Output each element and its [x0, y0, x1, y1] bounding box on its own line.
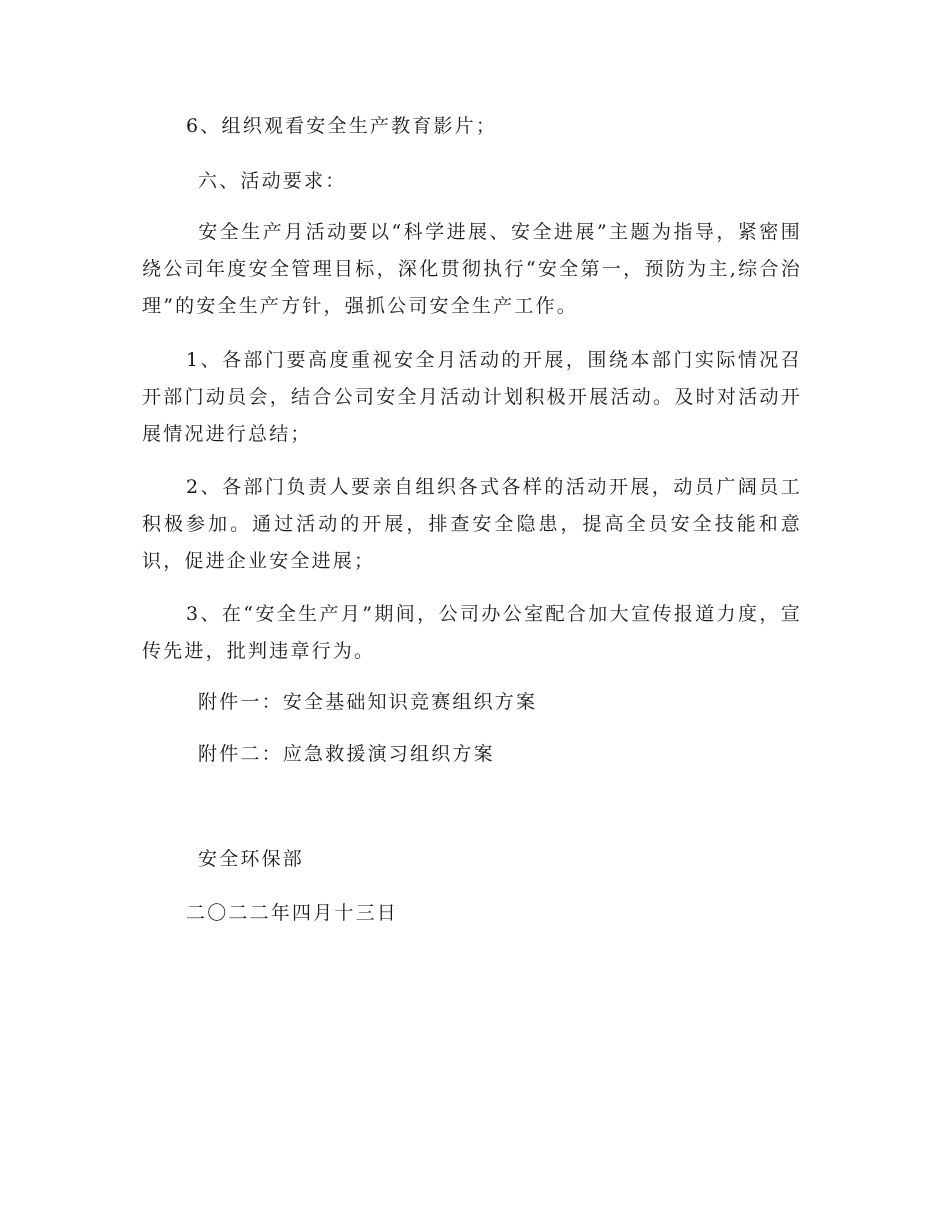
section-heading: 六、活动要求：	[198, 170, 347, 192]
list-item-6: 6、组织观看安全生产教育影片；	[186, 115, 498, 137]
attachment-2: 附件二：应急救援演习组织方案	[198, 743, 495, 765]
signature-date: 二〇二二年四月十三日	[186, 902, 399, 924]
requirement-2	[142, 469, 802, 580]
signature-department: 安全环保部	[198, 848, 305, 870]
requirement-1-text: 1、各部门要高度重视安全月活动的开展，围绕本部门实际情况召开部门动员会，结合公司安全月活动计划积极开展活动。及时对活动开展情况进行总结；	[142, 349, 802, 445]
requirement-1	[142, 342, 802, 453]
attachment-1: 附件一：安全基础知识竞赛组织方案	[198, 691, 538, 713]
requirement-2-text: 2、各部门负责人要亲自组织各式各样的活动开展，动员广阔员工积极参加。通过活动的开展，排查安全隐患，提高全员安全技能和意识，促进企业安全进展；	[142, 476, 802, 572]
intro-paragraph-text: 安全生产月活动要以“科学进展、安全进展”主题为指导，紧密围绕公司年度安全管理目标，深化贯彻执行“安全第一，预防为主,综合治理”的安全生产方针，强抓公司安全生产工作。	[142, 221, 802, 317]
intro-paragraph	[142, 214, 802, 325]
requirement-3-text: 3、在“安全生产月”期间，公司办公室配合加大宣传报道力度，宣传先进，批判违章行为。	[142, 603, 802, 662]
requirement-3	[142, 596, 802, 670]
